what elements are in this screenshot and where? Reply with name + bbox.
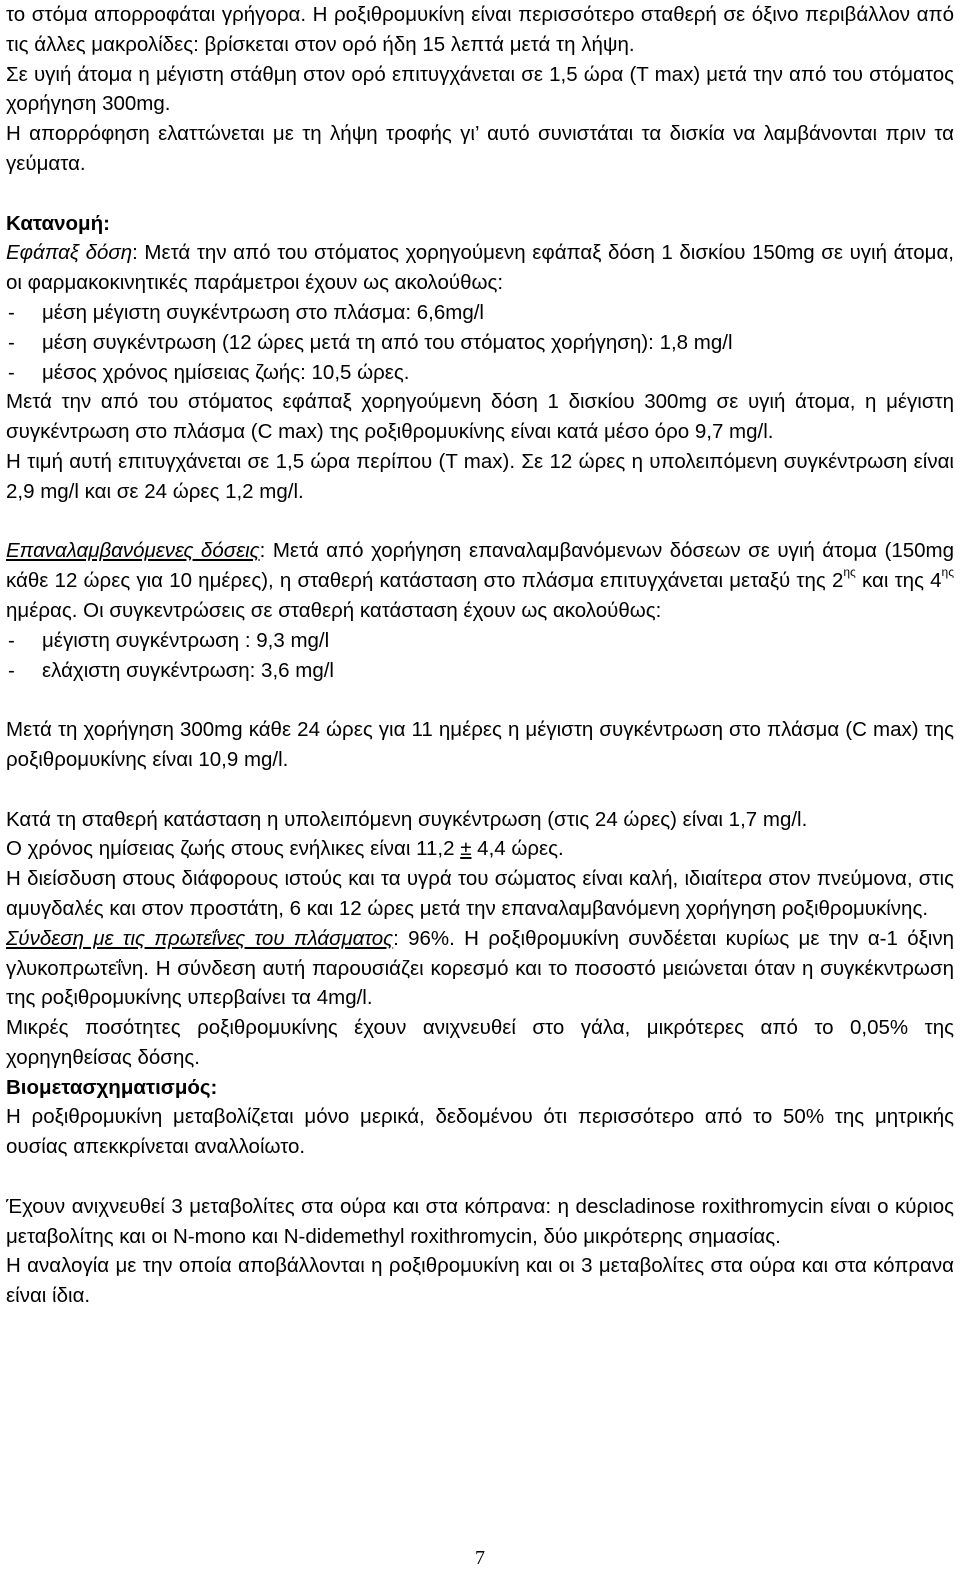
metabolites-paragraph: Έχουν ανιχνευθεί 3 μεταβολίτες στα ούρα και στα κόπρανα: η descladinose roxithromycin είναι ο κύριος μεταβολίτης και οι N-mono και N-didemethyl roxithromycin, δύο μικρότερης σημασίας. [6, 1194, 954, 1248]
single-dose-label: Εφάπαξ δόση [6, 241, 133, 265]
food-paragraph: Η απορρόφηση ελαττώνεται με τη λήψη τροφής γι’ αυτό συνιστάται τα δισκία να λαμβάνονται πριν τα γεύματα. [6, 122, 954, 175]
protein-binding-paragraph: Σύνδεση με τις πρωτεΐνες του πλάσματος: 96%. Η ροξιθρομυκίνη συνδέεται κυρίως με την α-1 όξινη γλυκοπρωτεΐνη. Η σύνδεση αυτή παρουσιάζει κορεσμό και το ποσοστό μειώνεται όταν η συγκέκντρωση της ροξιθρομυκίνης υπερβαίνει τα 4mg/l. [6, 926, 954, 1010]
repeated-doses-label: Επαναλαμβανόμενες δόσεις [6, 539, 260, 563]
half-life-paragraph: Ο χρόνος ημίσειας ζωής στους ενήλικες είναι 11,2 ± 4,4 ώρες. [6, 837, 564, 861]
metabolism-heading: Βιομετασχηματισμός: [6, 1075, 218, 1099]
list-item: - μέση συγκέντρωση (12 ώρες μετά τη από του στόματος χορήγηση): 1,8 mg/l [8, 330, 733, 354]
steady-state-paragraph: Κατά τη σταθερή κατάσταση η υπολειπόμενη συγκέντρωση (στις 24 ώρες) είναι 1,7 mg/l. [6, 807, 808, 831]
dose-300-paragraph: Μετά την από του στόματος εφάπαξ χορηγούμενη δόση 1 δισκίου 300mg σε υγιή άτομα, η μέγιστη συγκέντρωση στο πλάσμα (C max) της ροξιθρομυκίνης είναι κατά μέσο όρο 9,7 mg/l. [6, 390, 954, 444]
metabolism-paragraph: Η ροξιθρομυκίνη μεταβολίζεται μόνο μερικά, δεδομένου ότι περισσότερο από το 50% της μητρικής ουσίας απεκκρίνεται αναλλοίωτο. [6, 1105, 954, 1159]
single-dose-paragraph [6, 238, 954, 298]
distribution-heading: Κατανομή: [6, 211, 110, 235]
tmax-value-paragraph: Η τιμή αυτή επιτυγχάνεται σε 1,5 ώρα περίπου (T max). Σε 12 ώρες η υπολειπόμενη συγκέντρωση είναι 2,9 mg/l και σε 24 ώρες 1,2 mg/l. [6, 449, 954, 503]
repeated-doses-paragraph: Επαναλαμβανόμενες δόσεις: Μετά από χορήγηση επαναλαμβανόμενων δόσεων σε υγιή άτομα (150mg κάθε 12 ώρες για 10 ημέρες), η σταθερή κατάσταση στο πλάσμα επιτυγχάνεται μεταξύ της $2^{\eta\varsigma}$ και της $4^{\eta\varsigma}$ ημέρας. Οι συγκεντρώσεις σε σταθερή κατάσταση έχουν ως ακολούθως: [6, 539, 954, 622]
breast-milk-paragraph: Μικρές ποσότητες ροξιθρομυκίνης έχουν ανιχνευθεί στο γάλα, μικρότερες από το 0,05% της χορηγηθείσας δόσης. [6, 1016, 954, 1069]
list-item: - μέσος χρόνος ημίσειας ζωής: 10,5 ώρες. [8, 360, 410, 384]
page-number: 7 [475, 1547, 485, 1569]
tissue-diffusion-paragraph: Η διείσδυση στους διάφορους ιστούς και τα υγρά του σώματος είναι καλή, ιδιαίτερα στον πνεύμονα, στις αμυγδαλές και στον προστάτη, 6 και 12 ώρες μετά την επαναλαμβανόμενη χορήγηση ροξιθρομυκίνης. [6, 867, 954, 920]
list-item: - μέγιστη συγκέντρωση : 9,3 mg/l [8, 628, 330, 652]
tmax-paragraph: Σε υγιή άτομα η μέγιστη στάθμη στον ορό επιτυγχάνεται σε 1,5 ώρα (T max) μετά την από του στόματος χορήγηση 300mg. [6, 62, 954, 116]
single-dose-text: : Μετά την από του στόματος χορηγούμενη εφάπαξ δόση 1 δισκίου 150mg σε υγιή άτομα, οι φαρμακοκινητικές παράμετροι έχουν ως ακολούθως: [6, 241, 954, 295]
absorption-paragraph: το στόμα απορροφάται γρήγορα. Η ροξιθρομυκίνη είναι περισσότερο σταθερή σε όξινο περιβάλλον από τις άλλες μακρολίδες: βρίσκεται στον ορό ήδη 15 λεπτά μετά τη λήψη. [6, 3, 954, 56]
dose-300-24h-paragraph: Μετά τη χορήγηση 300mg κάθε 24 ώρες για 11 ημέρες η μέγιστη συγκέντρωση στο πλάσμα (C max) της ροξιθρομυκίνης είναι 10,9 mg/l. [6, 718, 954, 771]
list-item: - μέση μέγιστη συγκέντρωση στο πλάσμα: 6,6mg/l [8, 300, 484, 324]
protein-binding-label: Σύνδεση με τις πρωτεΐνες του πλάσματος [6, 926, 394, 950]
list-item: - ελάχιστη συγκέντρωση: 3,6 mg/l [8, 658, 334, 682]
document-page [6, 0, 954, 1311]
excretion-ratio-paragraph: Η αναλογία με την οποία αποβάλλονται η ροξιθρομυκίνη και οι 3 μεταβολίτες στα ούρα και στα κόπρανα είναι ίδια. [6, 1254, 954, 1308]
plus-minus-sign: ± [460, 837, 472, 861]
